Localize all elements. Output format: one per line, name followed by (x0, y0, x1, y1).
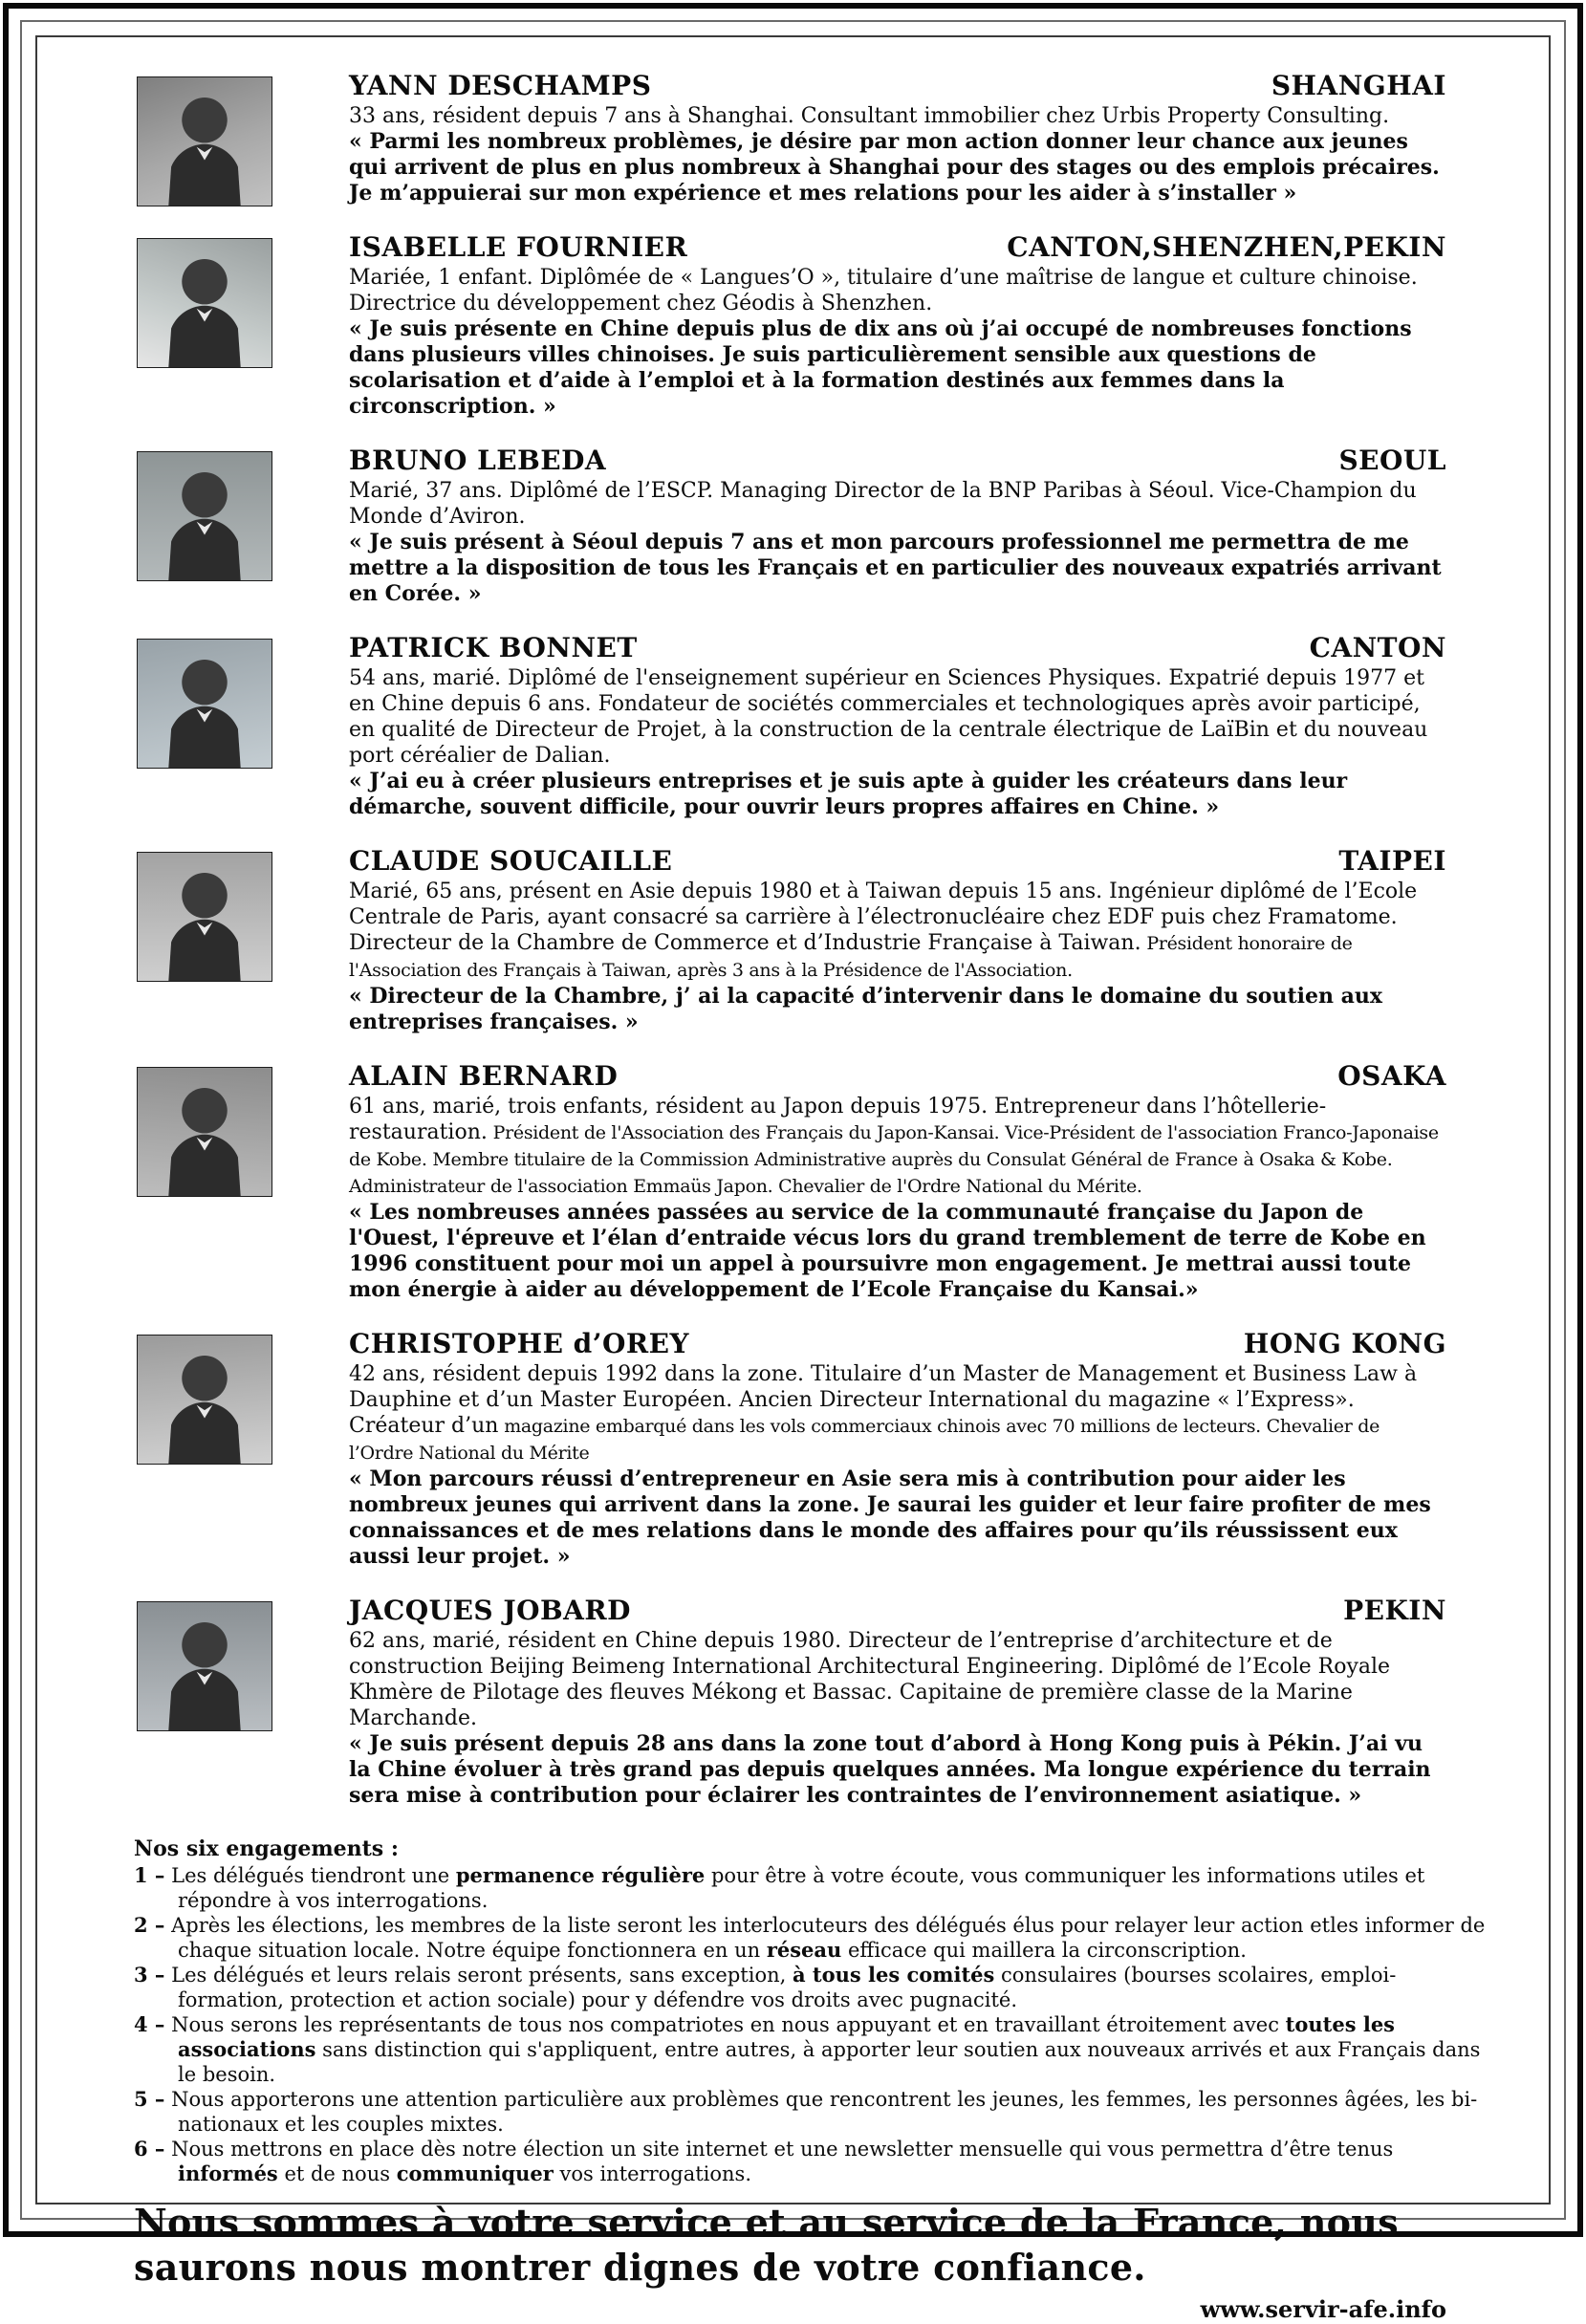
engagement-item (134, 2012, 1495, 2087)
engagement-number: 6 – (134, 2137, 165, 2161)
profile-text (349, 846, 1446, 1035)
profile-quote: « Parmi les nombreux problèmes, je désire par mon action donner leur chance aux jeunes qui arrivent de plus en plus nombreux à Shanghai pour des stages ou des emplois précaires. Je m’appuierai sur mon expérience et mes relations pour les aider à s’installer » (349, 129, 1440, 206)
profile-text (349, 232, 1446, 420)
profile-city: CANTON,SHENZHEN,PEKIN (1007, 231, 1446, 263)
page-content (38, 38, 1548, 2323)
profile-heading (349, 232, 1446, 263)
engagement-number: 1 – (134, 1863, 165, 1887)
profile-name: CHRISTOPHE d’OREY (349, 1328, 689, 1359)
engagement-text: Les délégués et leurs relais seront présents, sans exception, à tous les comités consulaires (bourses scolaires, emploi-formation, protection et action sociale) pour y défendre vos droits avec pugnacité. (171, 1963, 1397, 2011)
profile-bio-paragraph (349, 103, 1446, 129)
portrait-photo (137, 1335, 272, 1465)
profile-quote: « J’ai eu à créer plusieurs entreprises et je suis apte à guider les créateurs dans leur démarche, souvent difficile, pour ouvrir leurs propres affaires en Chine. » (349, 769, 1348, 819)
profile-heading (349, 1061, 1446, 1092)
profiles-list (38, 71, 1548, 1809)
engagements-section (134, 1835, 1495, 2186)
profile-text (349, 445, 1446, 607)
profile-city: OSAKA (1337, 1060, 1446, 1092)
profile-name: JACQUES JOBARD (349, 1595, 631, 1626)
engagement-text: Nous apporterons une attention particulière aux problèmes que rencontrent les jeunes, les femmes, les personnes âgées, les bi-nationaux et les couples mixtes. (171, 2088, 1478, 2136)
profile-bio-small: magazine embarqué dans les vols commerciaux chinois avec 70 millions de lecteurs. Chevalier de l’Ordre National du Mérite (349, 1416, 1380, 1464)
website-url: www.servir-afe.info (1200, 2295, 1446, 2323)
profile-quote: « Les nombreuses années passées au service de la communauté française du Japon de l'Ouest, l'épreuve et l’élan d’entraide vécus lors du grand tremblement de terre de Kobe en 1996 constituent pour moi un appel à poursuivre mon engagement. Je mettrai aussi toute mon énergie à aider au développement de l’Ecole Française du Kansai.» (349, 1200, 1426, 1302)
profile-bio-paragraph (349, 478, 1446, 530)
profile-bio: Marié, 65 ans, présent en Asie depuis 1980 et à Taiwan depuis 15 ans. Ingénieur diplômé de l’Ecole Centrale de Paris, ayant consacré sa carrière à l’électronucléaire chez EDF puis chez Framatome. Directeur de la Chambre de Commerce et d’Industrie Française à Taiwan. (349, 880, 1418, 955)
profile-quote: « Je suis présente en Chine depuis plus de dix ans où j’ai occupé de nombreuses fonctions dans plusieurs villes chinoises. Je suis particulièrement sensible aux questions de scolarisation et d’aide à l’emploi et à la formation destinés aux femmes dans la circonscription. » (349, 316, 1412, 419)
profile-heading (349, 633, 1446, 663)
profile-bio-paragraph (349, 265, 1446, 316)
profile-bio: Marié, 37 ans. Diplômé de l’ESCP. Managing Director de la BNP Paribas à Séoul. Vice-Champion du Monde d’Aviron. (349, 479, 1417, 529)
profile-bio: 61 ans, marié, trois enfants, résident au Japon depuis 1975. Entrepreneur dans l’hôtellerie-restauration. (349, 1095, 1327, 1144)
profile-bio: Mariée, 1 enfant. Diplômée de « Langues’O », titulaire d’une maîtrise de langue et culture chinoise. Directrice du développement chez Géodis à Shenzhen. (349, 266, 1418, 315)
engagement-item (134, 2087, 1495, 2137)
profile-quote: « Je suis présent depuis 28 ans dans la zone tout d’abord à Hong Kong puis à Pékin. J’ai vu la Chine évoluer à très grand pas depuis quelques années. Ma longue expérience du terrain sera mise à contribution pour éclairer les contraintes de l’environnement asiatique. » (349, 1731, 1431, 1808)
profile-bio-small: Président de l'Association des Français du Japon-Kansai. Vice-Président de l'association Franco-Japonaise de Kobe. Membre titulaire de la Commission Administrative auprès du Consulat Général de France à Osaka & Kobe. Administrateur de l'association Emmaüs Japon. Chevalier de l'Ordre National du Mérite. (349, 1122, 1439, 1197)
engagement-item (134, 1963, 1495, 2012)
profile-bio-paragraph (349, 879, 1446, 984)
profile-name: CLAUDE SOUCAILLE (349, 845, 673, 877)
person-silhouette-icon (138, 1068, 272, 1196)
profile-bio-paragraph (349, 665, 1446, 769)
engagement-item (134, 1913, 1495, 1963)
portrait-photo (137, 76, 272, 206)
portrait-photo (137, 1067, 272, 1197)
engagements-list (134, 1863, 1495, 2186)
profile-bio: 42 ans, résident depuis 1992 dans la zone. Titulaire d’un Master de Management et Business Law à Dauphine et d’un Master Européen. Ancien Directeur International du magazine « l’Express». Créateur d’un (349, 1362, 1418, 1438)
profile-city: SEOUL (1338, 445, 1446, 476)
portrait-photo (137, 238, 272, 368)
profile-text (349, 1061, 1446, 1303)
profile-heading (349, 71, 1446, 101)
engagement-item (134, 1863, 1495, 1913)
profile-heading (349, 445, 1446, 476)
profile-heading (349, 846, 1446, 877)
profile-bio-paragraph (349, 1361, 1446, 1466)
profile-text (349, 1596, 1446, 1809)
profile-heading (349, 1329, 1446, 1359)
person-silhouette-icon (138, 853, 272, 981)
profile-city: HONG KONG (1243, 1328, 1446, 1359)
engagement-text: Nous mettrons en place dès notre élection un site internet et une newsletter mensuelle qui vous permettra d’être tenus informés et de nous communiquer vos interrogations. (171, 2138, 1394, 2185)
profile-text (349, 633, 1446, 820)
engagement-item (134, 2137, 1495, 2186)
profile-row (38, 1061, 1548, 1303)
profile-row (38, 1329, 1548, 1570)
profile-name: PATRICK BONNET (349, 632, 638, 663)
slogan: Nous sommes à votre service et au service de la France, nous saurons nous montrer dignes de votre confiance. (134, 2201, 1399, 2289)
profile-city: PEKIN (1343, 1595, 1446, 1626)
engagement-number: 2 – (134, 1913, 165, 1937)
engagement-number: 3 – (134, 1963, 165, 1987)
profile-bio-paragraph (349, 1094, 1446, 1200)
profile-city: TAIPEI (1338, 845, 1446, 877)
profile-name: BRUNO LEBEDA (349, 445, 607, 476)
profile-quote: « Directeur de la Chambre, j’ ai la capacité d’intervenir dans le domaine du soutien aux entreprises françaises. » (349, 984, 1382, 1034)
engagement-text: Les délégués tiendront une permanence régulière pour être à votre écoute, vous communiquer les informations utiles et répondre à vos interrogations. (171, 1863, 1425, 1912)
profile-bio-small: Président honoraire de l'Association des Français à Taiwan, après 3 ans à la Présidence de l'Association. (349, 933, 1353, 981)
profile-row (38, 1596, 1548, 1809)
profile-bio: 62 ans, marié, résident en Chine depuis 1980. Directeur de l’entreprise d’architecture et de construction Beijing Beimeng International Architectural Engineering. Diplômé de l’Ecole Royale Khmère de Pilotage des fleuves Mékong et Bassac. Capitaine de première classe de la Marine Marchande. (349, 1629, 1391, 1730)
profile-row (38, 633, 1548, 820)
profile-name: ISABELLE FOURNIER (349, 231, 688, 263)
profile-quote: « Je suis présent à Séoul depuis 7 ans et mon parcours professionnel me permettra de me mettre a la disposition de tous les Français et en particulier des nouveaux expatriés arrivant en Corée. » (349, 530, 1442, 606)
profile-city: SHANGHAI (1271, 70, 1446, 101)
profile-bio: 33 ans, résident depuis 7 ans à Shanghai. Consultant immobilier chez Urbis Property Consulting. (349, 104, 1390, 128)
person-silhouette-icon (138, 77, 272, 206)
portrait-photo (137, 1601, 272, 1731)
profile-name: ALAIN BERNARD (349, 1060, 619, 1092)
profile-heading (349, 1596, 1446, 1626)
person-silhouette-icon (138, 640, 272, 768)
profile-row (38, 71, 1548, 206)
engagement-number: 5 – (134, 2087, 165, 2111)
profile-bio: 54 ans, marié. Diplômé de l'enseignement supérieur en Sciences Physiques. Expatrié depuis 1977 et en Chine depuis 6 ans. Fondateur de sociétés commerciales et technologiques après avoir participé, en qualité de Directeur de Projet, à la construction de la centrale électrique de LaïBin et du nouveau port céréalier de Dalian. (349, 666, 1428, 768)
profile-quote: « Mon parcours réussi d’entrepreneur en Asie sera mis à contribution pour aider les nombreux jeunes qui arrivent dans la zone. Je saurai les guider et leur faire profiter de mes connaissances et de mes relations dans le monde des affaires pour qu’ils réussissent eux aussi leur projet. » (349, 1466, 1431, 1569)
person-silhouette-icon (138, 1602, 272, 1730)
profile-city: CANTON (1309, 632, 1446, 663)
engagement-number: 4 – (134, 2012, 165, 2036)
profile-row (38, 846, 1548, 1035)
person-silhouette-icon (138, 1336, 272, 1464)
profile-row (38, 445, 1548, 607)
profile-bio-paragraph (349, 1628, 1446, 1731)
engagement-text: Après les élections, les membres de la liste seront les interlocuteurs des délégués élus pour relayer leur action etles informer de chaque situation locale. Notre équipe fonctionnera en un réseau efficace qui maillera la circonscription. (171, 1914, 1486, 1962)
profile-name: YANN DESCHAMPS (349, 70, 652, 101)
person-silhouette-icon (138, 239, 272, 367)
profile-text (349, 71, 1446, 206)
portrait-photo (137, 451, 272, 581)
profile-row (38, 232, 1548, 420)
engagements-title: Nos six engagements : (134, 1836, 399, 1861)
portrait-photo (137, 852, 272, 982)
profile-text (349, 1329, 1446, 1570)
engagement-text: Nous serons les représentants de tous nos compatriotes en nous appuyant et en travaillant étroitement avec toutes les associations sans distinction qui s'appliquent, entre autres, à apporter leur soutien aux nouveaux arrivés et aux Français dans le besoin. (171, 2012, 1481, 2086)
person-silhouette-icon (138, 452, 272, 580)
portrait-photo (137, 639, 272, 769)
